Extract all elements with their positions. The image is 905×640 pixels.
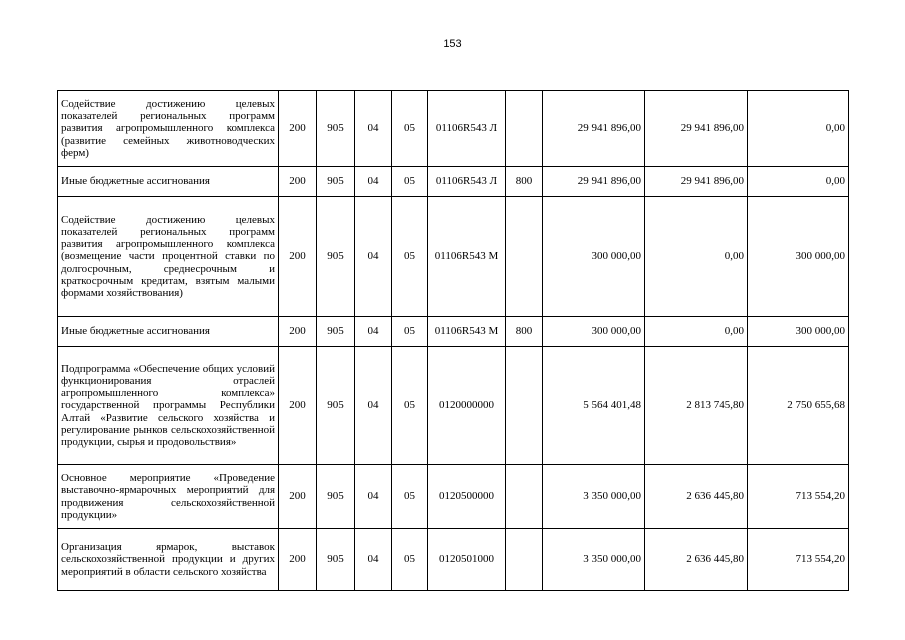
cell-amount1: 29 941 896,00 [543,91,645,167]
cell-amount2: 29 941 896,00 [645,167,748,197]
cell-col1: 200 [279,529,317,591]
row-name: Основное мероприятие «Проведение выставочно-ярмарочных мероприятий для продвижения сельскохозяйственной продукции» [58,465,279,529]
cell-col1: 200 [279,197,317,317]
cell-amount3: 300 000,00 [748,317,849,347]
cell-col4: 05 [392,529,428,591]
cell-amount2: 0,00 [645,197,748,317]
cell-col3: 04 [355,91,392,167]
cell-amount1: 300 000,00 [543,317,645,347]
cell-amount3: 713 554,20 [748,465,849,529]
cell-col4: 05 [392,91,428,167]
cell-col3: 04 [355,317,392,347]
cell-col2: 905 [317,317,355,347]
cell-vr [506,197,543,317]
cell-col4: 05 [392,465,428,529]
cell-vr [506,91,543,167]
cell-amount3: 0,00 [748,167,849,197]
budget-table [57,90,849,591]
cell-amount2: 2 813 745,80 [645,347,748,465]
cell-code: 0120501000 [428,529,506,591]
cell-vr: 800 [506,317,543,347]
row-name: Подпрограмма «Обеспечение общих условий функционирования отраслей агропромышленного комплекса» государственной программы Республики Алтай «Развитие сельского хозяйства и регулирование рынков сельскохозяйственной продукции, сырья и продовольствия» [58,347,279,465]
cell-col3: 04 [355,347,392,465]
cell-code: 01106R543 М [428,197,506,317]
cell-amount1: 29 941 896,00 [543,167,645,197]
table-row [58,347,849,465]
cell-amount3: 300 000,00 [748,197,849,317]
cell-amount2: 2 636 445,80 [645,529,748,591]
cell-col1: 200 [279,317,317,347]
cell-col4: 05 [392,347,428,465]
table-row [58,197,849,317]
cell-amount3: 2 750 655,68 [748,347,849,465]
table-row [58,529,849,591]
row-name: Иные бюджетные ассигнования [58,317,279,347]
cell-code: 0120000000 [428,347,506,465]
table-row [58,317,849,347]
row-name: Иные бюджетные ассигнования [58,167,279,197]
cell-col2: 905 [317,465,355,529]
cell-col2: 905 [317,197,355,317]
cell-col4: 05 [392,167,428,197]
cell-code: 0120500000 [428,465,506,529]
cell-col3: 04 [355,167,392,197]
cell-col4: 05 [392,317,428,347]
cell-code: 01106R543 Л [428,91,506,167]
cell-vr [506,465,543,529]
row-name: Содействие достижению целевых показателей региональных программ развития агропромышленного комплекса (возмещение части процентной ставки по долгосрочным, среднесрочным и краткосрочным кредитам, взятым малыми формами хозяйствования) [58,197,279,317]
cell-code: 01106R543 Л [428,167,506,197]
cell-amount3: 0,00 [748,91,849,167]
cell-col2: 905 [317,529,355,591]
table-row [58,465,849,529]
page-number: 153 [443,38,462,50]
cell-amount2: 0,00 [645,317,748,347]
cell-col3: 04 [355,465,392,529]
cell-vr [506,529,543,591]
cell-amount2: 29 941 896,00 [645,91,748,167]
cell-col3: 04 [355,529,392,591]
cell-amount1: 3 350 000,00 [543,529,645,591]
cell-col3: 04 [355,197,392,317]
cell-code: 01106R543 М [428,317,506,347]
table-body [58,91,849,591]
cell-col1: 200 [279,91,317,167]
cell-amount2: 2 636 445,80 [645,465,748,529]
cell-col2: 905 [317,347,355,465]
cell-col1: 200 [279,347,317,465]
table-row [58,91,849,167]
cell-vr: 800 [506,167,543,197]
cell-amount1: 5 564 401,48 [543,347,645,465]
cell-col2: 905 [317,167,355,197]
cell-col2: 905 [317,91,355,167]
cell-col1: 200 [279,465,317,529]
cell-amount3: 713 554,20 [748,529,849,591]
cell-amount1: 300 000,00 [543,197,645,317]
row-name: Организация ярмарок, выставок сельскохозяйственной продукции и других мероприятий в области сельского хозяйства [58,529,279,591]
table-row [58,167,849,197]
row-name: Содействие достижению целевых показателей региональных программ развития агропромышленного комплекса (развитие семейных животноводческих ферм) [58,91,279,167]
cell-col1: 200 [279,167,317,197]
cell-vr [506,347,543,465]
cell-col4: 05 [392,197,428,317]
cell-amount1: 3 350 000,00 [543,465,645,529]
